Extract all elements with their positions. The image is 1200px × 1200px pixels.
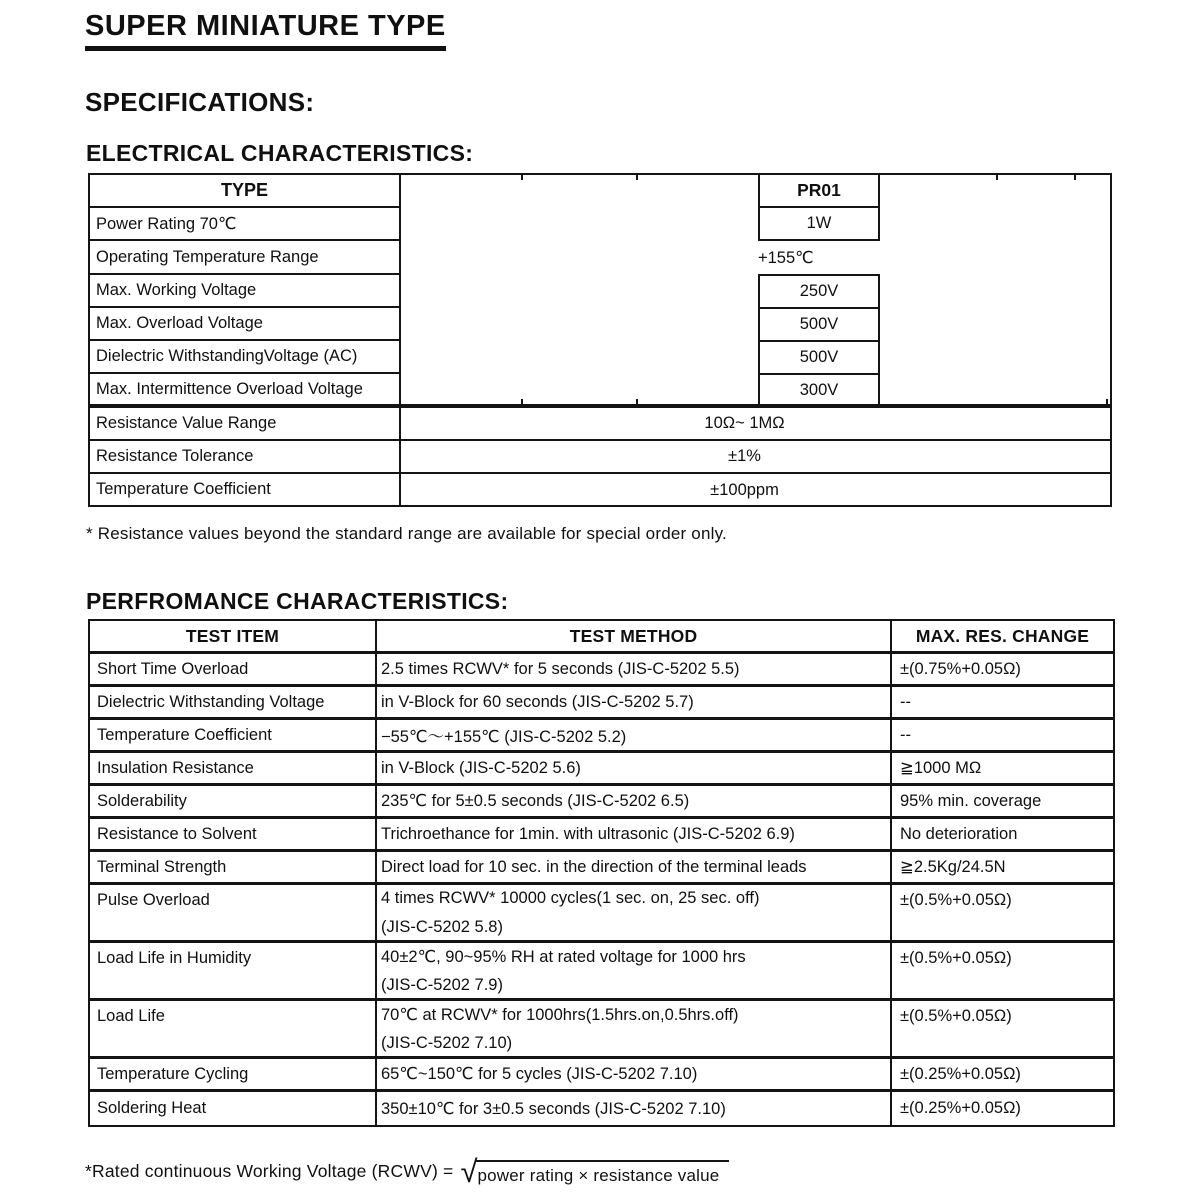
res-change-cell: --: [900, 725, 911, 744]
test-method-cell: in V-Block (JIS-C-5202 5.6): [377, 753, 892, 783]
table-row: [90, 786, 1113, 819]
res-change-cell: ±(0.5%+0.05Ω): [900, 949, 1012, 967]
square-root-symbol: √: [460, 1154, 478, 1189]
scan-tick-mark: [1106, 399, 1108, 404]
test-method-cell: Trichroethance for 1min. with ultrasonic (JIS-C-5202 6.9): [377, 819, 892, 849]
table-row: [90, 885, 1113, 943]
test-method-cell: −55℃～+155℃ (JIS-C-5202 5.2): [377, 720, 892, 750]
test-method-cell: 65℃~150℃ for 5 cycles (JIS-C-5202 7.10): [377, 1059, 892, 1089]
model-header-cell: PR01: [760, 175, 878, 208]
test-method-line1: 40±2℃, 90~95% RH at rated voltage for 1000 hrs: [381, 948, 746, 966]
test-item-cell: Load Life in Humidity: [90, 943, 377, 998]
pr01-lower-box: [758, 274, 880, 408]
test-method-cell: [377, 943, 892, 998]
table-header-row: [90, 621, 1113, 654]
test-method-line1: 70℃ at RCWV* for 1000hrs(1.5hrs.on,0.5hrs.off): [381, 1006, 739, 1024]
test-method-cell: 2.5 times RCWV* for 5 seconds (JIS-C-5202 5.5): [377, 654, 892, 684]
test-method-line2: (JIS-C-5202 5.8): [381, 918, 503, 936]
test-method-cell: Direct load for 10 sec. in the direction of the terminal leads: [377, 852, 892, 882]
table-row: [90, 943, 1113, 1001]
test-item-cell: Short Time Overload: [90, 654, 377, 684]
resistance-footnote: * Resistance values beyond the standard range are available for special order only.: [86, 524, 727, 543]
test-item-cell: Temperature Cycling: [90, 1059, 377, 1089]
test-item-cell: Soldering Heat: [90, 1092, 377, 1125]
electrical-row-label: Max. Working Voltage: [90, 275, 399, 308]
scan-tick-mark: [521, 399, 523, 404]
type-header-cell: TYPE: [90, 175, 399, 208]
test-item-cell: Resistance to Solvent: [90, 819, 377, 849]
table-row: [90, 1092, 1113, 1125]
max-res-change-header: MAX. RES. CHANGE: [915, 625, 1090, 646]
operating-temperature-value: +155℃: [758, 248, 814, 267]
res-change-cell: 95% min. coverage: [900, 791, 1042, 810]
specifications-heading: SPECIFICATIONS:: [85, 87, 315, 117]
electrical-characteristics-table: [88, 173, 1112, 507]
test-method-line1: 4 times RCWV* 10000 cycles(1 sec. on, 25 sec. off): [381, 889, 760, 907]
test-method-cell: 350±10℃ for 3±0.5 seconds (JIS-C-5202 7.10): [377, 1092, 892, 1125]
page-title: SUPER MINIATURE TYPE: [85, 11, 446, 51]
performance-characteristics-heading: PERFROMANCE CHARACTERISTICS:: [86, 588, 509, 614]
test-item-cell: Terminal Strength: [90, 852, 377, 882]
table-row: [90, 1059, 1113, 1092]
res-change-cell: ≧2.5Kg/24.5N: [900, 858, 1006, 876]
test-item-cell: Temperature Coefficient: [90, 720, 377, 750]
table-row: [90, 819, 1113, 852]
electrical-value-cell: 250V: [760, 276, 878, 309]
electrical-row-label: Resistance Value Range: [90, 407, 399, 440]
test-method-line2: (JIS-C-5202 7.10): [381, 1034, 513, 1052]
electrical-row-label: Resistance Tolerance: [90, 441, 399, 474]
electrical-value-cell: 1W: [806, 214, 832, 232]
res-change-cell: ≧1000 MΩ: [900, 759, 982, 777]
test-method-cell: [377, 1001, 892, 1056]
test-item-cell: Solderability: [90, 786, 377, 816]
electrical-row-label: Max. Overload Voltage: [90, 308, 399, 341]
electrical-value-cell: 500V: [760, 309, 878, 342]
table-row: [90, 852, 1113, 885]
electrical-row-label: Dielectric WithstandingVoltage (AC): [90, 341, 399, 374]
scan-tick-mark: [636, 399, 638, 404]
scan-tick-mark: [996, 175, 998, 180]
pr01-upper-box: [758, 175, 880, 241]
res-change-cell: ±(0.5%+0.05Ω): [900, 891, 1012, 909]
test-method-cell: [377, 885, 892, 940]
electrical-value-cell: 300V: [799, 381, 839, 399]
test-method-cell: 235℃ for 5±0.5 seconds (JIS-C-5202 6.5): [377, 786, 892, 816]
res-change-cell: ±(0.75%+0.05Ω): [900, 659, 1021, 678]
rcwv-radicand: power rating × resistance value: [475, 1160, 729, 1187]
scan-tick-mark: [521, 175, 523, 180]
temperature-coefficient-value: ±100ppm: [710, 481, 779, 499]
electrical-row-label: Max. Intermittence Overload Voltage: [90, 374, 399, 407]
table-row: [90, 654, 1113, 687]
test-item-header: TEST ITEM: [90, 621, 377, 651]
rcwv-formula-text: *Rated continuous Working Voltage (RCWV) =: [85, 1161, 454, 1181]
table-row: [90, 720, 1113, 753]
performance-characteristics-table: [88, 619, 1115, 1127]
table-row: [90, 687, 1113, 720]
resistance-range-value: 10Ω~ 1MΩ: [401, 408, 1110, 441]
test-item-cell: Insulation Resistance: [90, 753, 377, 783]
table-row: [90, 1001, 1113, 1059]
electrical-characteristics-heading: ELECTRICAL CHARACTERISTICS:: [86, 140, 474, 166]
test-item-cell: Pulse Overload: [90, 885, 377, 940]
test-method-cell: in V-Block for 60 seconds (JIS-C-5202 5.7): [377, 687, 892, 717]
res-change-cell: No deterioration: [900, 824, 1018, 843]
resistance-tolerance-value: ±1%: [401, 441, 1110, 474]
test-method-header: TEST METHOD: [377, 621, 892, 651]
table-row: [90, 753, 1113, 786]
electrical-value-cell: 500V: [760, 342, 878, 375]
test-item-cell: Dielectric Withstanding Voltage: [90, 687, 377, 717]
scan-tick-mark: [1074, 175, 1076, 180]
electrical-label-column: [90, 175, 401, 505]
res-change-cell: --: [900, 692, 911, 711]
res-change-cell: ±(0.25%+0.05Ω): [900, 1099, 1021, 1117]
rcwv-formula: [85, 1154, 729, 1189]
scan-tick-mark: [636, 175, 638, 180]
electrical-row-label: Operating Temperature Range: [90, 241, 399, 274]
res-change-cell: ±(0.5%+0.05Ω): [900, 1007, 1012, 1025]
electrical-row-label: Power Rating 70℃: [90, 208, 399, 241]
electrical-row-label: Temperature Coefficient: [96, 479, 271, 498]
test-method-line2: (JIS-C-5202 7.9): [381, 976, 503, 994]
res-change-cell: ±(0.25%+0.05Ω): [900, 1064, 1021, 1083]
test-item-cell: Load Life: [90, 1001, 377, 1056]
